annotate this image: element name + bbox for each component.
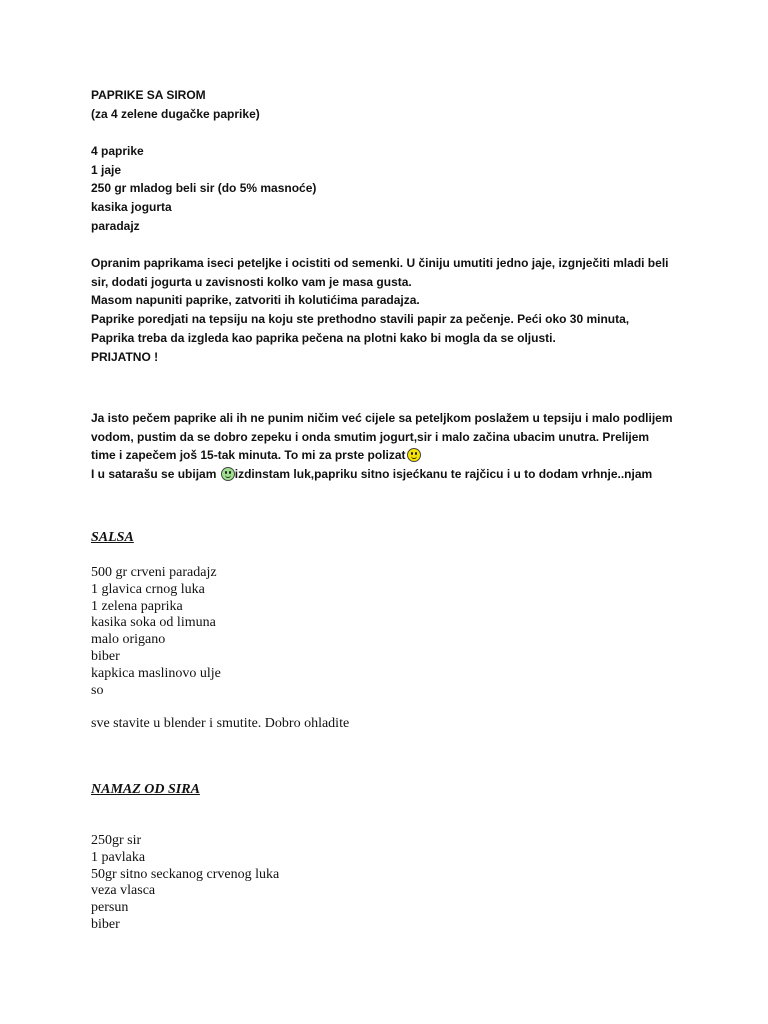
ingredient-line: veza vlasca	[91, 883, 156, 899]
ingredient-line: biber	[91, 648, 120, 664]
comment-line: vodom, pustim da se dobro zepeku i onda smutim jogurt,sir i malo začina ubacim unutra. Prelijem	[91, 429, 650, 444]
ingredient-line: 50gr sitno seckanog crvenog luka	[91, 866, 280, 882]
ingredient-line: 1 glavica crnog luka	[91, 581, 205, 597]
comment-text: izdinstam luk,papriku sitno isjećkanu te rajčicu i u to dodam vrhnje..njam	[234, 467, 653, 482]
ingredient-line: malo origano	[91, 632, 166, 648]
comment-line-with-grin	[91, 465, 673, 484]
ingredient-line: 4 paprike	[91, 144, 144, 158]
ingredient-line: 250 gr mladog beli sir (do 5% masnoće)	[91, 181, 317, 196]
ingredient-line: persun	[91, 900, 129, 916]
comment-line-with-smiley	[91, 446, 673, 465]
instruction-line: Masom napuniti paprike, zatvoriti ih kolutićima paradajza.	[91, 293, 420, 308]
instruction-line: sir, dodati jogurta u zavisnosti kolko vam je masa gusta.	[91, 274, 412, 289]
ingredient-line: 1 zelena paprika	[91, 598, 183, 614]
instruction-line: Opranim paprikama iseci peteljke i ocistiti od semenki. U činiju umutiti jedno jaje, izgnječiti mladi beli	[91, 256, 669, 270]
ingredient-line: 1 pavlaka	[91, 849, 146, 865]
ingredient-line: 1 jaje	[91, 162, 122, 177]
recipe-title: PAPRIKE SA SIROM	[91, 88, 206, 102]
salsa-instruction: sve stavite u blender i smutite. Dobro ohladite	[91, 716, 350, 731]
smiley-icon	[407, 448, 421, 462]
recipe-subtitle: (za 4 zelene dugačke paprike)	[91, 106, 260, 121]
recipe-title-block	[91, 86, 260, 123]
instruction-line: Paprike poredjati na tepsiju na koju ste prethodno stavili papir za pečenje. Peći oko 30 minuta,	[91, 312, 630, 327]
comment-block	[91, 409, 673, 484]
ingredient-line: so	[91, 682, 104, 698]
comment-text: time i zapečem još 15-tak minuta. To mi za prste polizat	[91, 448, 406, 463]
ingredient-line: 500 gr crveni paradajz	[91, 565, 217, 580]
comment-line: Ja isto pečem paprike ali ih ne punim ničim već cijele sa peteljkom poslažem u tepsiju i malo podlijem	[91, 411, 673, 425]
comment-text: I u satarašu se ubijam	[91, 467, 217, 482]
instruction-line: Paprika treba da izgleda kao paprika pečena na plotni kako bi mogla da se oljusti.	[91, 330, 556, 345]
namaz-heading: NAMAZ OD SIRA	[91, 782, 200, 797]
ingredient-line: kapkica maslinovo ulje	[91, 665, 221, 681]
ingredient-line: kasika jogurta	[91, 200, 172, 215]
ingredient-line: biber	[91, 916, 120, 932]
grin-icon	[221, 467, 235, 481]
ingredient-line: kasika soka od limuna	[91, 615, 216, 631]
salsa-heading: SALSA	[91, 530, 134, 545]
ingredient-line: paradajz	[91, 218, 140, 233]
instruction-line: PRIJATNO !	[91, 349, 159, 364]
recipe-instructions	[91, 254, 668, 366]
ingredient-line: 250gr sir	[91, 833, 142, 848]
namaz-ingredients	[91, 833, 279, 934]
salsa-ingredients	[91, 565, 221, 699]
recipe-ingredients	[91, 142, 316, 236]
